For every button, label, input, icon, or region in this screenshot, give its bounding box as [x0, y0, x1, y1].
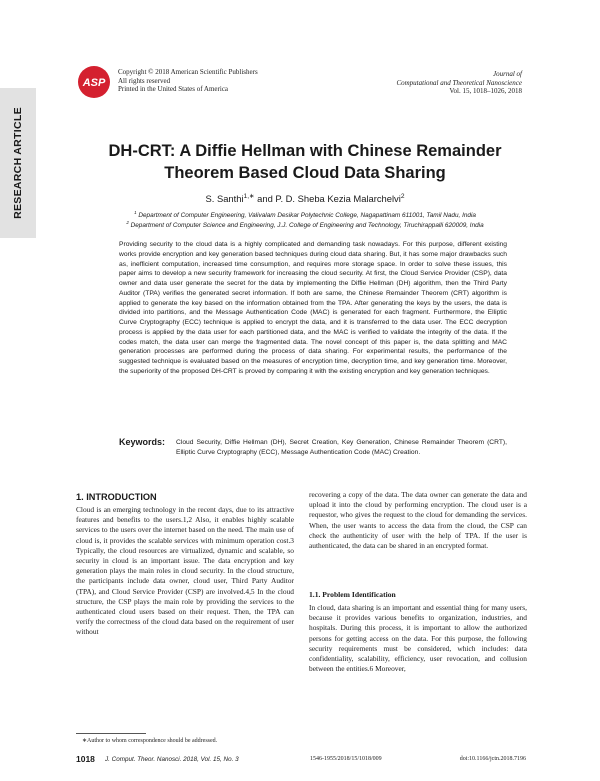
- author-2-sup: 2: [400, 192, 405, 200]
- author-1: S. Santhi: [205, 193, 244, 204]
- keywords-text: Cloud Security, Diffie Hellman (DH), Secret Creation, Key Generation, Chinese Remainder Theorem (CRT), Elliptic Curve Cryptography (ECC), Message Authentication Code (MAC) Creation.: [176, 439, 507, 456]
- intro-right-column: recovering a copy of the data. The data owner can generate the data and upload it into the cloud by performing encryption. The cloud user is a requestor, who gives the request to the cloud for demanding the services. When, the user wants to access the data from the cloud, the CSP can check the authenticity of user with the help of TPA. If the user is authenticated, the data can be shared in an encrypted format.: [309, 490, 527, 551]
- author-2: P. D. Sheba Kezia Malarchelvi: [275, 193, 401, 204]
- doi-link[interactable]: doi:10.1166/jctn.2018.7196: [459, 756, 526, 762]
- footnote-divider: [76, 733, 146, 734]
- intro-left-column: Cloud is an emerging technology in the recent days, due to its attractive features and benefits to the users.1,2 Also, it enables highly scalable services to the users over the internet based on the need. The main use of cloud is, it provides the scalable services with minimum operation cost.3 Typically, the cloud resources are virtualized, dynamic and scalable, so security in cloud is an important issue. The data encryption and key generation plays the main roles in cloud security. In the cloud structure, the participants include data owner, cloud user, Third Party Auditor (TPA), and Cloud Service Provider (CSP) are involved.4,5 In the cloud structure, the CSP plays the main role by providing the services to the authenticated cloud users based on their request. Then, the TPA can verify the correctness of the cloud data based on the requirement of user without: [76, 505, 294, 637]
- publisher-info: [118, 68, 258, 94]
- title-line2: Theorem Based Cloud Data Sharing: [164, 164, 446, 182]
- page-footer: [76, 756, 526, 768]
- article-type-tab: [0, 88, 36, 238]
- journal-info: [396, 70, 522, 96]
- author-1-sup: 1,∗: [243, 192, 255, 200]
- issn: 1546-1955/2018/15/1018/009: [310, 756, 382, 762]
- affiliation-1: $^1$ Department of Computer Engineering, Valivalam Desikar Polytechnic College, Nagapattinam 611001, Tamil Nadu, India: [134, 209, 476, 219]
- copyright-line: Copyright © 2018 American Scientific Publishers: [118, 68, 258, 76]
- page-number: 1018: [76, 754, 95, 764]
- author-connector: and: [254, 193, 276, 204]
- journal-volume: Vol. 15, 1018–1026, 2018: [449, 87, 522, 96]
- section-heading-introduction: 1. INTRODUCTION: [76, 492, 157, 502]
- affiliation-2: $^2$ Department of Computer Science and Engineering, J.J. College of Engineering and Technology, Tiruchirappalli 620009, India: [126, 219, 484, 229]
- problem-identification-text: In cloud, data sharing is an important and essential thing for many users, because it provides various benefits to organization, industries, and hospitals. During this process, it is important to allow the authorized persons for getting access on the data. For this purpose, the following security requirements must be considered, which includes: data confidentiality, scalability, efficiency, user revocation, and collusion between the entities.6 Moreover,: [309, 603, 527, 674]
- article-type-label: RESEARCH ARTICLE: [12, 107, 24, 219]
- subsection-heading-problem: 1.1. Problem Identification: [309, 590, 396, 599]
- asp-logo: [77, 65, 111, 99]
- abstract: Providing security to the cloud data is a highly complicated and demanding task nowadays. For this purpose, different existing works provide encryption and key generation based techniques during cloud data sharing. But, it has some major drawbacks such as, inefficient computation, increased time consumption, and requires more storage space. In order to solve these issues, this paper aims to develop a new security framework for increasing the cloud security. At first, the Cloud Service Provider (CSP), data owner and data user generate the secret for the data by implementing the Diffie Hellman (DH) algorithm, then the Third Party Auditor (TPA) verifies the generated secret information. If both are same, the Chinese Remainder Theorem (CRT) algorithm is applied to generate the key based on the information obtained from the TPA. After generating the keys by the users, the data is divided into partitions, and the Message Authentication Code (MAC) is generated for each fragment. Furthermore, the Elliptic Curve Cryptography (ECC) technique is applied to encrypt the data, and it is transferred to the data user. The ECC decryption process is applied by the data user for each partitioned data, and the MAC is verified to validate the integrity of the data. If the codes match, the data user can merge the fragmented data. The novel concept of this paper is, the data splitting and MAC generation processes are performed during the process of data sharing. For experimental results, the performance of the suggested technique is evaluated based on the measures of encryption time, decryption time, and key generation time. Moreover, the superiority of the proposed DH-CRT is proved by comparing it with the existing encryption and key generation techniques.: [119, 241, 507, 375]
- correspondence-footnote: ∗Author to whom correspondence should be addressed.: [82, 738, 218, 744]
- paper-title: [60, 140, 550, 184]
- title-line1: DH-CRT: A Diffie Hellman with Chinese Remainder: [108, 142, 502, 160]
- keywords-label: Keywords:: [119, 437, 166, 447]
- rights-line: All rights reserved: [118, 76, 171, 85]
- journal-citation: J. Comput. Theor. Nanosci. 2018, Vol. 15, No. 3: [105, 756, 239, 763]
- journal-name-line2: Computational and Theoretical Nanoscience: [396, 78, 522, 87]
- journal-name-line1: Journal of: [493, 70, 522, 78]
- author-list: [60, 193, 550, 204]
- printed-line: Printed in the United States of America: [118, 85, 229, 94]
- affiliations: [70, 211, 540, 230]
- logo-text: ASP: [82, 77, 106, 89]
